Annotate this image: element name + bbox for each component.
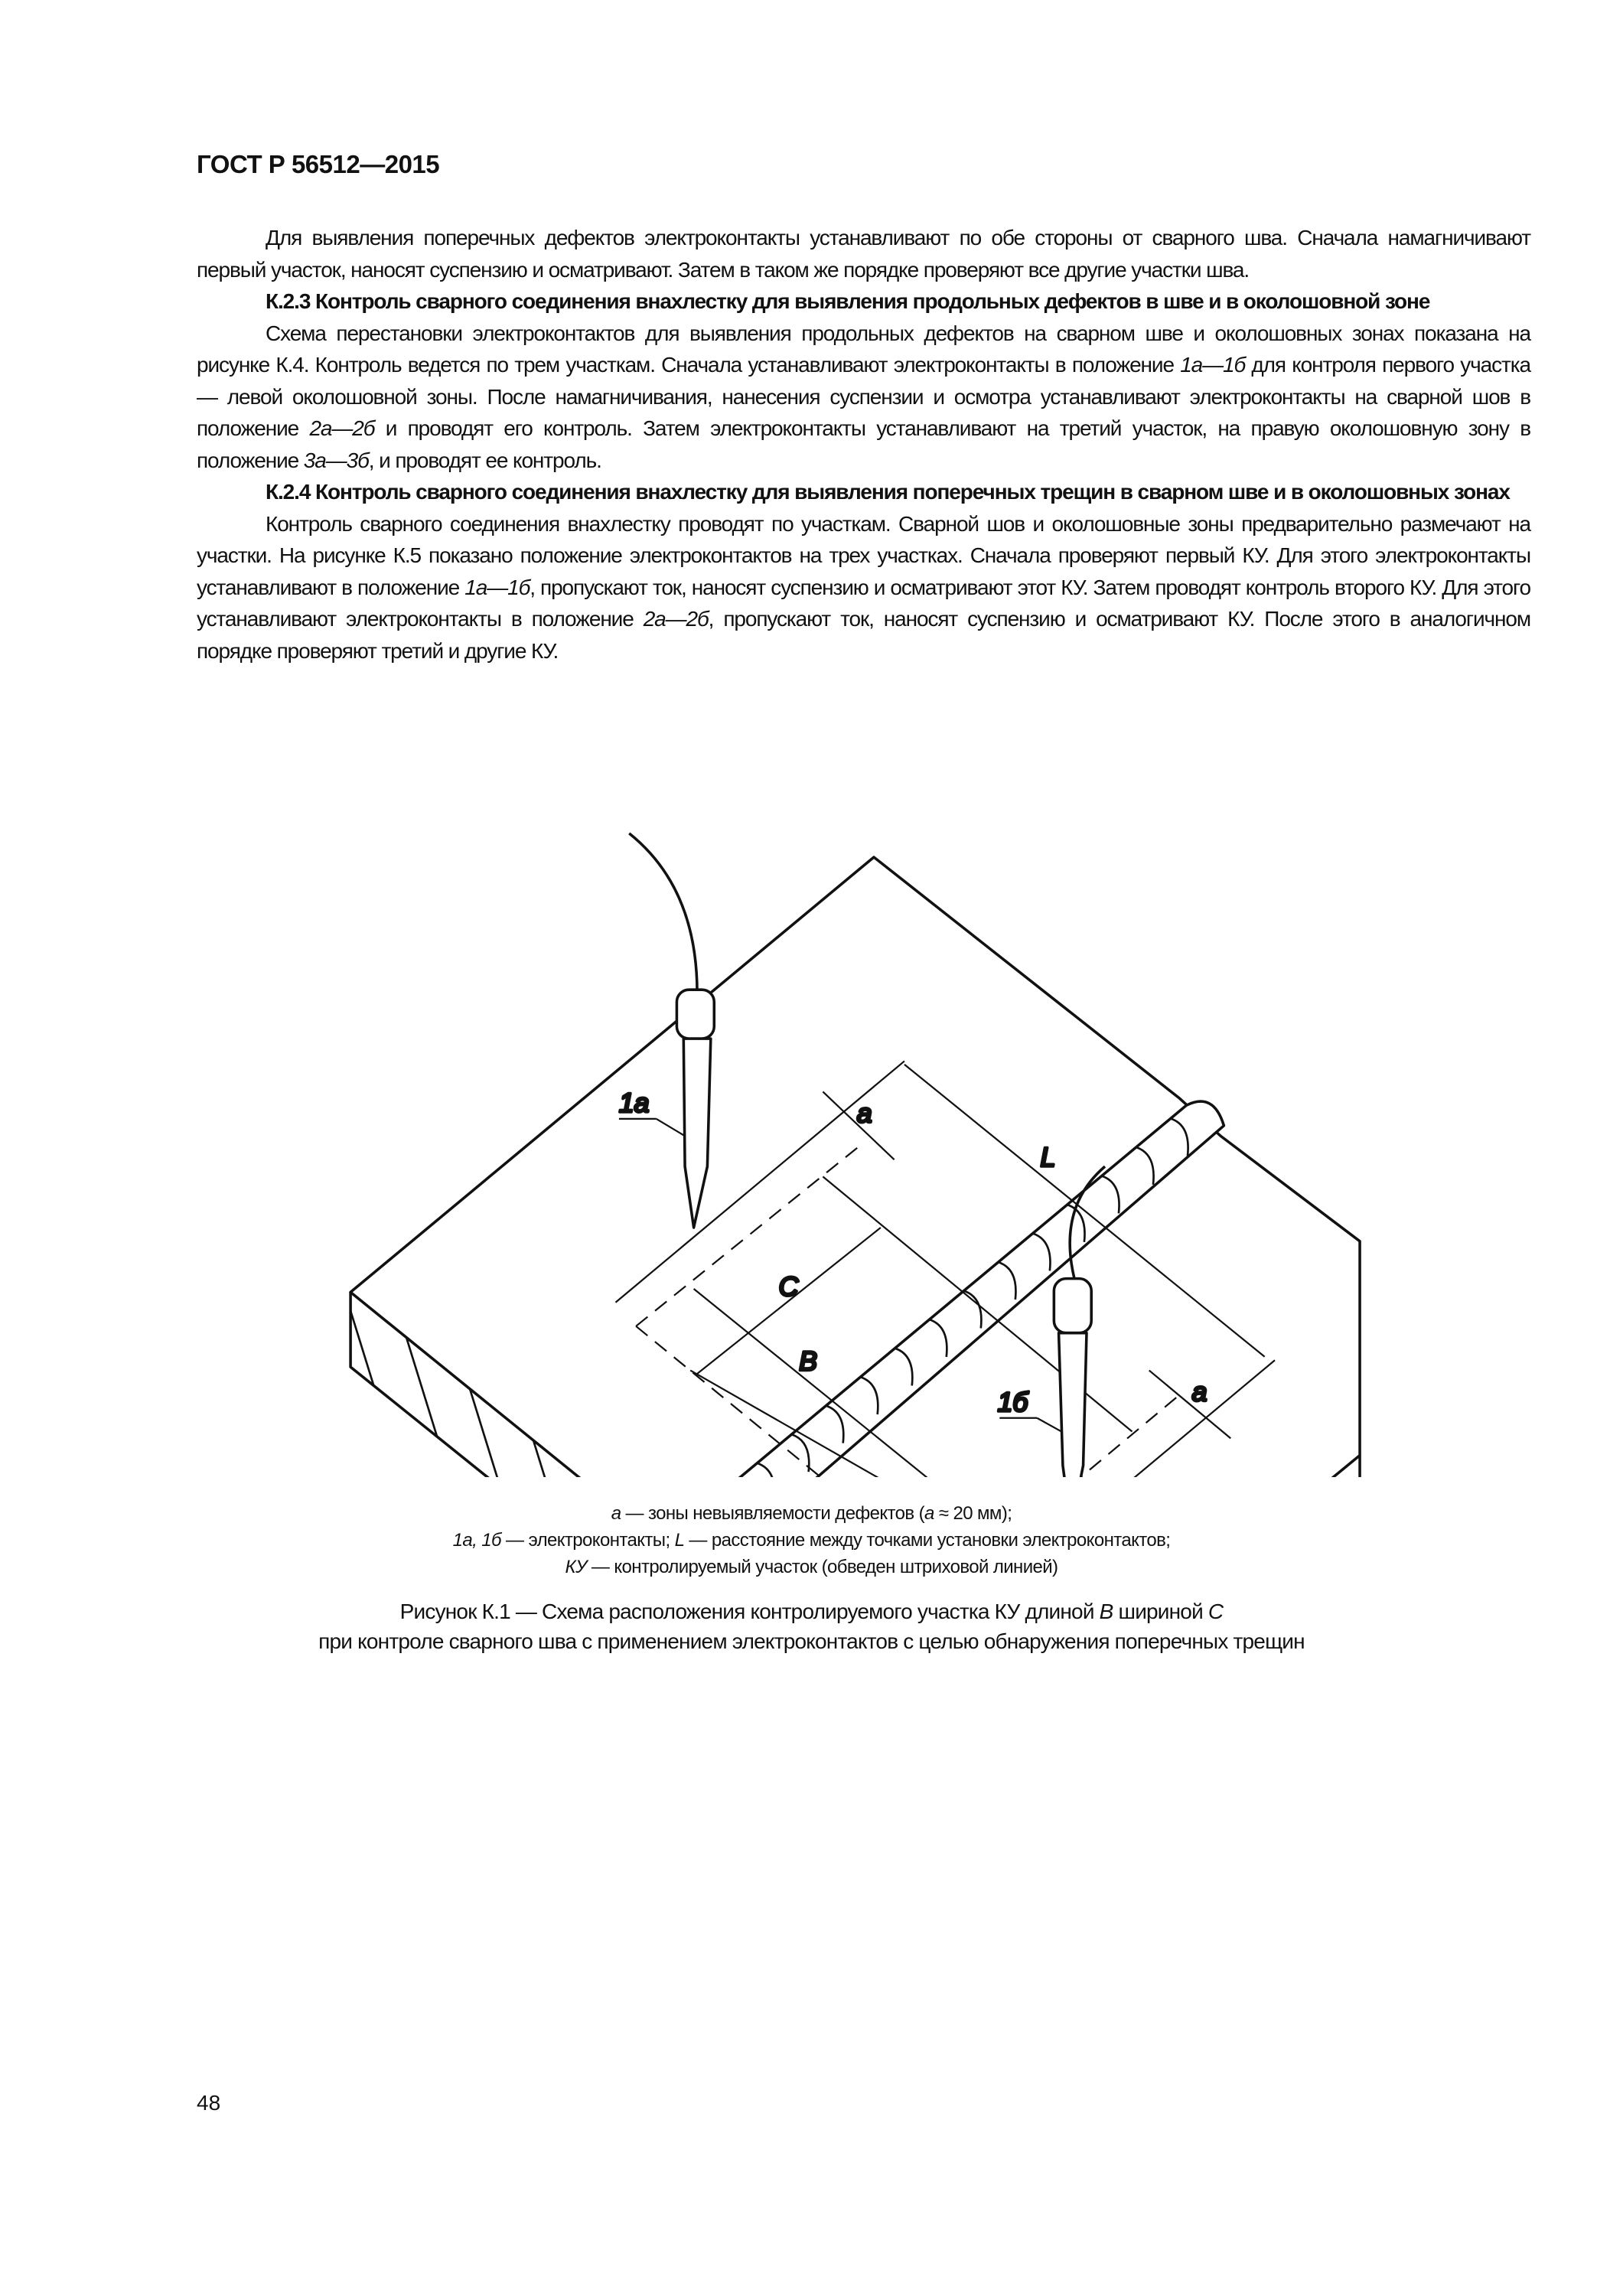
text: , и проводят ее контроль. — [368, 448, 601, 472]
text: — расстояние между точками установки электроконтактов; — [684, 1530, 1171, 1551]
text-italic: 1а—1б — [1180, 353, 1246, 377]
text: — контролируемый участок (обведен штриховой линией) — [586, 1557, 1058, 1577]
text-italic: 1а, 1б — [452, 1530, 501, 1551]
section-heading-k24: К.2.4 Контроль сварного соединения внахлестку для выявления поперечных трещин в сварном шве и в околошовных зонах — [266, 480, 1510, 504]
text: и проводят его контроль. Затем электроконтакты устанавливают на третий участок, на правую околошовную зону в положение — [197, 416, 1530, 472]
legend-line — [0, 1500, 1623, 1527]
figure-caption — [0, 1596, 1623, 1656]
label-1b: 1б — [997, 1386, 1028, 1417]
text: Схема перестановки электроконтактов для выявления продольных дефектов на сварном шве и околошовных зонах показана на рисунке К.4. Контроль ведется по трем участкам. Сначала устанавливают электроконтакты в положение — [197, 321, 1530, 377]
figure-legend — [0, 1500, 1623, 1580]
text: ≈ 20 мм); — [934, 1503, 1012, 1524]
paragraph — [197, 318, 1530, 477]
paragraph — [197, 508, 1530, 667]
paragraph: Для выявления поперечных дефектов электроконтакты устанавливают по обе стороны от сварного шва. Сначала намагничивают первый участок, наносят суспензию и осматривают. Затем в таком же порядке проверяют все другие участки шва. — [197, 226, 1530, 282]
page-number: 48 — [197, 2091, 221, 2115]
text-italic: а — [611, 1503, 621, 1524]
label-1a: 1а — [618, 1088, 650, 1119]
label-a-top: а — [856, 1097, 872, 1129]
caption-line: при контроле сварного шва с применением электроконтактов с целью обнаружения поперечных трещин — [318, 1629, 1305, 1653]
label-B: В — [799, 1345, 817, 1377]
text-italic: 3а—3б — [303, 448, 369, 472]
text: шириной — [1113, 1600, 1208, 1623]
legend-line — [0, 1527, 1623, 1554]
text: — зоны невыявляемости дефектов ( — [621, 1503, 924, 1524]
caption-line — [0, 1596, 1623, 1626]
text-italic: 2а—2б — [643, 607, 709, 631]
legend-line — [0, 1554, 1623, 1580]
text-italic: L — [674, 1530, 685, 1551]
text-italic: С — [1207, 1600, 1224, 1623]
text-italic: 2а—2б — [309, 416, 375, 440]
document-id-header: ГОСТ Р 56512—2015 — [197, 150, 440, 178]
body-text — [197, 222, 1530, 667]
label-L: L — [1040, 1142, 1056, 1173]
label-C: С — [778, 1270, 799, 1302]
text: Рисунок К.1 — Схема расположения контролируемого участка КУ длиной — [399, 1600, 1100, 1623]
text: для контроля первого участка — левой околошовной зоны. После намагничивания, нанесения суспензии и осмотра устанавливают электроконтакты на сварной шов в положение — [197, 353, 1531, 440]
text: — электроконтакты; — [500, 1530, 675, 1551]
section-heading-k23: К.2.3 Контроль сварного соединения внахлестку для выявления продольных дефектов в шве и в околошовной зоне — [266, 289, 1430, 313]
text: , пропускают ток, наносят суспензию и осматривают КУ. После этого в аналогичном порядке проверяют третий и другие КУ. — [197, 607, 1530, 663]
text: Контроль сварного соединения внахлестку проводят по участкам. Сварной шов и околошовные зоны предварительно размечают на участки. На рисунке К.5 показано положение электроконтактов на трех участках. Сначала проверяют первый КУ. Для этого электроконтакты устанавливают в положение — [197, 511, 1530, 599]
text-italic: 1а—1б — [464, 575, 530, 599]
text-italic: а — [924, 1503, 934, 1524]
text-italic: КУ — [565, 1557, 587, 1577]
text-italic: В — [1099, 1600, 1113, 1623]
lap-weld-figure — [337, 827, 1393, 1477]
text: , пропускают ток, наносят суспензию и осматривают этот КУ. Затем проводят контроль второго КУ. Для этого устанавливают электроконтакты в положение — [197, 575, 1530, 631]
label-a-right: а — [1191, 1376, 1207, 1407]
